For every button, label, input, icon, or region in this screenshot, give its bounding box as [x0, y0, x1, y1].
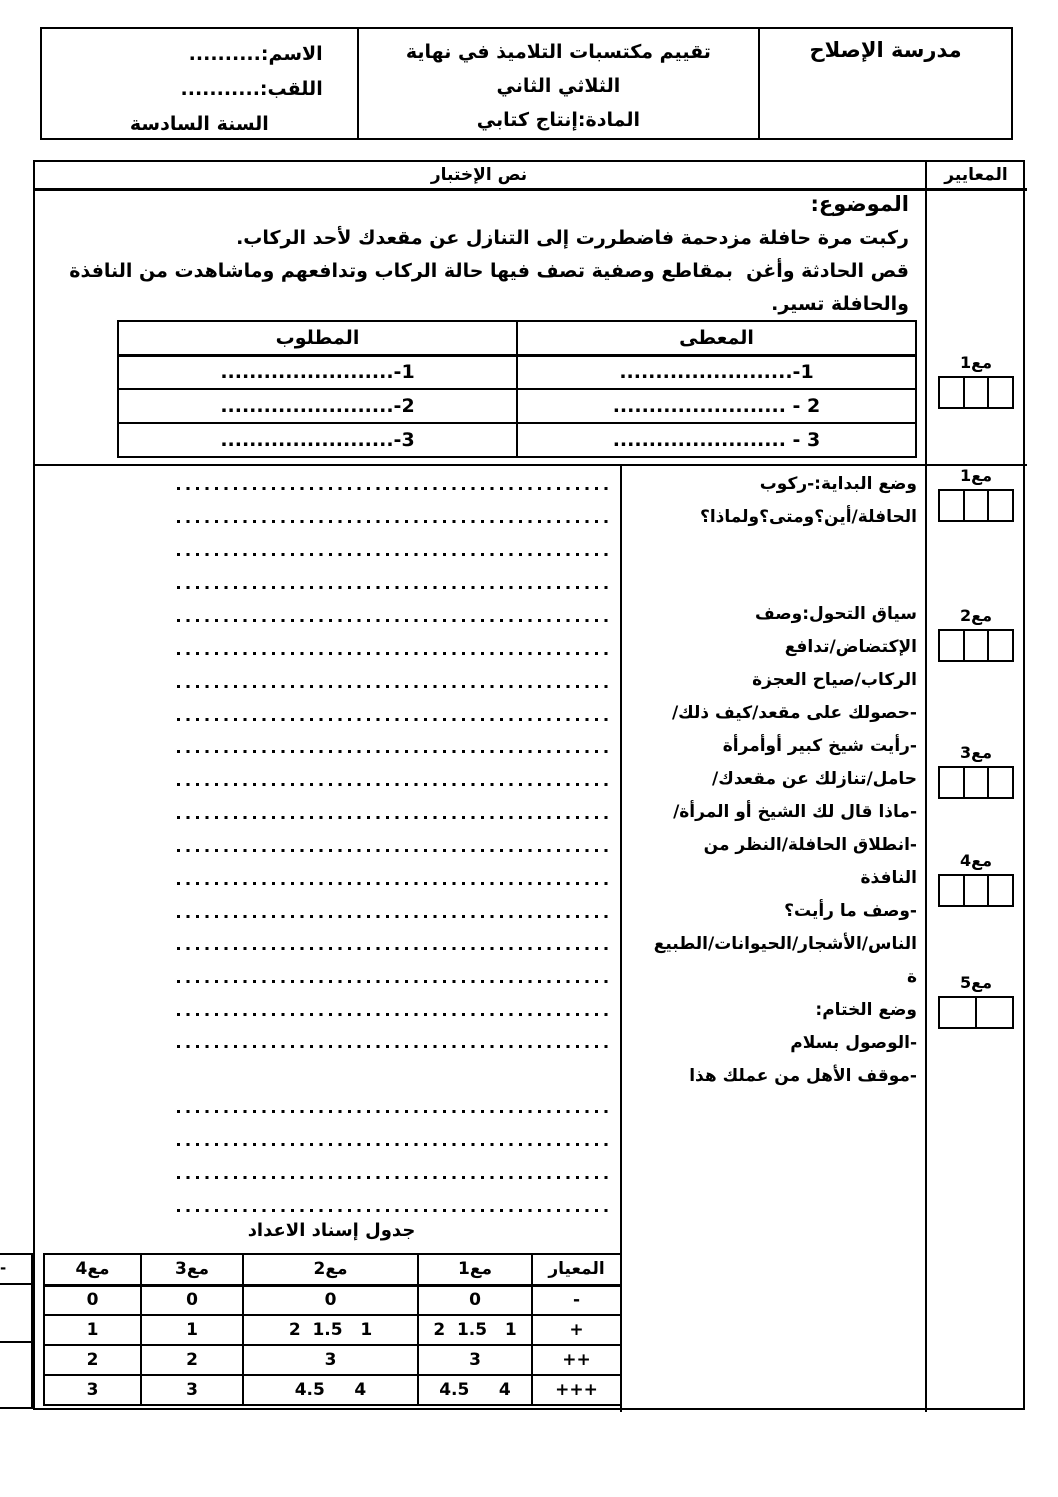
stub-symbol: - [0, 1255, 31, 1285]
grading-value: 3 [141, 1375, 243, 1405]
student-info-cell [42, 29, 357, 138]
score-boxes[interactable] [938, 376, 1014, 409]
grading-value: 2 1.5 1 [243, 1315, 418, 1345]
required-blank-3[interactable]: 3-........................ [118, 423, 517, 457]
dotted-writing-line [177, 1045, 612, 1048]
score-box[interactable] [940, 491, 963, 520]
criterion-label: مع1 [960, 353, 992, 372]
dotted-writing-line [177, 487, 612, 490]
grading-col-m3: مع3 [141, 1254, 243, 1285]
score-box[interactable] [987, 491, 1012, 520]
dotted-writing-line [177, 1110, 612, 1113]
given-required-table [117, 320, 917, 458]
stub-row [0, 1285, 31, 1343]
score-boxes[interactable] [938, 489, 1014, 522]
test-text-column-header: نص الإختبار [430, 165, 528, 185]
note-line: سياق التحول:وصف [754, 604, 917, 624]
dotted-writing-line [177, 915, 612, 918]
assessment-title-line2: الثلاثي الثاني [496, 75, 621, 97]
grading-value: 1 [44, 1315, 141, 1345]
given-blank-3[interactable]: 3 - ........................ [517, 423, 916, 457]
criterion-mark-6 [925, 970, 1027, 1029]
grading-value: 3 [44, 1375, 141, 1405]
grading-symbol: +++ [532, 1375, 621, 1405]
dotted-writing-line [177, 1013, 612, 1016]
criterion-mark-1 [925, 350, 1027, 409]
dotted-writing-line [177, 750, 612, 753]
criterion-mark-3 [925, 603, 1027, 662]
score-box[interactable] [963, 631, 988, 660]
score-boxes[interactable] [938, 766, 1014, 799]
grading-value: 0 [44, 1285, 141, 1315]
exam-body-table [33, 160, 1025, 1410]
grading-row-plus3 [44, 1375, 621, 1405]
note-line: وضع البداية:-ركوب [759, 474, 917, 494]
note-line: -رأيت شيخ كبير أوأمرأة [722, 736, 917, 756]
criteria-notes-body [625, 598, 921, 1093]
score-boxes[interactable] [938, 874, 1014, 907]
score-box[interactable] [987, 378, 1012, 407]
grading-col-criterion: المعيار [532, 1254, 621, 1285]
dotted-writing-line [177, 685, 612, 688]
dotted-writing-line [177, 520, 612, 523]
name-field[interactable]: الاسم:.......... [188, 43, 323, 65]
criterion-label: مع2 [960, 606, 992, 625]
score-boxes[interactable] [938, 996, 1014, 1029]
grading-col-m2: مع2 [243, 1254, 418, 1285]
grading-symbol: - [532, 1285, 621, 1315]
score-box[interactable] [940, 998, 975, 1027]
row-divider-line [35, 464, 1027, 466]
note-line: -حصولك على مقعد/كيف ذلك/ [671, 703, 917, 723]
note-line: -الوصول بسلام [790, 1033, 917, 1053]
score-box[interactable] [963, 876, 988, 905]
grading-value: 4.5 4 [418, 1375, 532, 1405]
required-blank-1[interactable]: 1-........................ [118, 355, 517, 389]
grading-value: 2 [44, 1345, 141, 1375]
dotted-writing-line [177, 882, 612, 885]
grading-value: 0 [243, 1285, 418, 1315]
note-line: النافذة [860, 868, 917, 888]
required-column-header: المطلوب [118, 321, 517, 355]
score-boxes[interactable] [938, 629, 1014, 662]
grade-label: السنة السادسة [129, 113, 269, 135]
dotted-writing-line [177, 1176, 612, 1179]
subject-label: المادة:إنتاج كتابي [476, 109, 640, 131]
dotted-writing-line [177, 1143, 612, 1146]
grading-symbol: + [532, 1315, 621, 1345]
score-box[interactable] [987, 876, 1012, 905]
header-divider-line [35, 188, 1027, 191]
criterion-mark-4 [925, 740, 1027, 799]
grading-row-minus [44, 1285, 621, 1315]
grading-table [43, 1253, 622, 1406]
note-line: -ماذا قال لك الشيخ أو المرأة/ [673, 802, 917, 822]
score-box[interactable] [963, 768, 988, 797]
dotted-writing-line [177, 652, 612, 655]
dotted-writing-line [177, 783, 612, 786]
given-blank-2[interactable]: 2 - ........................ [517, 389, 916, 423]
grading-value: 1 [141, 1315, 243, 1345]
dotted-writing-line [177, 980, 612, 983]
score-box[interactable] [940, 876, 963, 905]
assessment-title-cell [357, 29, 760, 138]
criteria-column-header: المعايير [944, 165, 1008, 185]
dotted-writing-line [177, 619, 612, 622]
header-table [40, 27, 1013, 140]
score-box[interactable] [940, 768, 963, 797]
dotted-writing-line [177, 553, 612, 556]
dotted-writing-line [177, 849, 612, 852]
given-blank-1[interactable]: 1-........................ [517, 355, 916, 389]
surname-field[interactable]: اللقب:........... [180, 78, 323, 100]
school-name: مدرسة الإصلاح [809, 38, 962, 62]
score-box[interactable] [987, 631, 1012, 660]
required-blank-2[interactable]: 2-........................ [118, 389, 517, 423]
grading-header-row [44, 1254, 621, 1285]
score-box[interactable] [987, 768, 1012, 797]
dotted-writing-line [177, 586, 612, 589]
grading-value: 4.5 4 [243, 1375, 418, 1405]
note-line: -وصف ما رأيت؟ [784, 901, 917, 921]
criteria-notes-opening [625, 468, 921, 534]
score-box[interactable] [963, 491, 988, 520]
dotted-writing-line [177, 718, 612, 721]
dotted-writing-line [177, 947, 612, 950]
topic-line-2: قص الحادثة وأغن بمقاطع وصفية تصف فيها حالة الركاب وتدافعهم وماشاهدت من النافذة [69, 260, 909, 282]
grading-row-plus2 [44, 1345, 621, 1375]
cutoff-table-stub [0, 1253, 33, 1409]
grading-value: 0 [141, 1285, 243, 1315]
grading-row-plus [44, 1315, 621, 1345]
note-line: حامل/تنازلك عن مقعدك/ [712, 769, 917, 789]
note-line: ة [906, 967, 917, 987]
grading-symbol: ++ [532, 1345, 621, 1375]
score-box[interactable] [940, 631, 963, 660]
note-line: -انطلاق الحافلة/النظر من [703, 835, 917, 855]
score-box[interactable] [940, 378, 963, 407]
score-box[interactable] [963, 378, 988, 407]
note-line: -موقف الأهل من عملك هذا [689, 1066, 917, 1086]
criterion-mark-5 [925, 848, 1027, 907]
score-box[interactable] [975, 998, 1012, 1027]
topic-line-1: ركبت مرة حافلة مزدحمة فاضطررت إلى التنازل عن مقعدك لأحد الركاب. [236, 227, 909, 249]
criterion-label: مع5 [960, 973, 992, 992]
note-line: وضع الختام: [815, 1000, 917, 1020]
grading-value: 2 1.5 1 [418, 1315, 532, 1345]
note-line: الإكتضاض/تدافع [784, 637, 917, 657]
dotted-writing-line [177, 1209, 612, 1212]
grading-col-m4: مع4 [44, 1254, 141, 1285]
criterion-label: مع4 [960, 851, 992, 870]
grading-col-m1: مع1 [418, 1254, 532, 1285]
dotted-writing-line [177, 816, 612, 819]
note-line: الركاب/صياح العجزة [752, 670, 917, 690]
assessment-title-line1: تقييم مكتسبات التلاميذ في نهاية [405, 41, 711, 63]
grading-value: 3 [418, 1345, 532, 1375]
note-line: الناس/الأشجار/الحيوانات/الطبيع [653, 934, 917, 954]
grading-value: 0 [418, 1285, 532, 1315]
grading-value: 3 [243, 1345, 418, 1375]
criterion-label: مع3 [960, 743, 992, 762]
given-column-header: المعطى [517, 321, 916, 355]
grading-table-title: جدول إسناد الاعداد [247, 1220, 416, 1241]
criterion-label: مع1 [960, 466, 992, 485]
grading-value: 2 [141, 1345, 243, 1375]
criterion-mark-2 [925, 463, 1027, 522]
topic-line-3: والحافلة تسير. [771, 293, 909, 315]
note-line: الحافلة/أين؟ومتى؟ولماذا؟ [699, 507, 917, 527]
topic-label: الموضوع: [810, 192, 909, 216]
